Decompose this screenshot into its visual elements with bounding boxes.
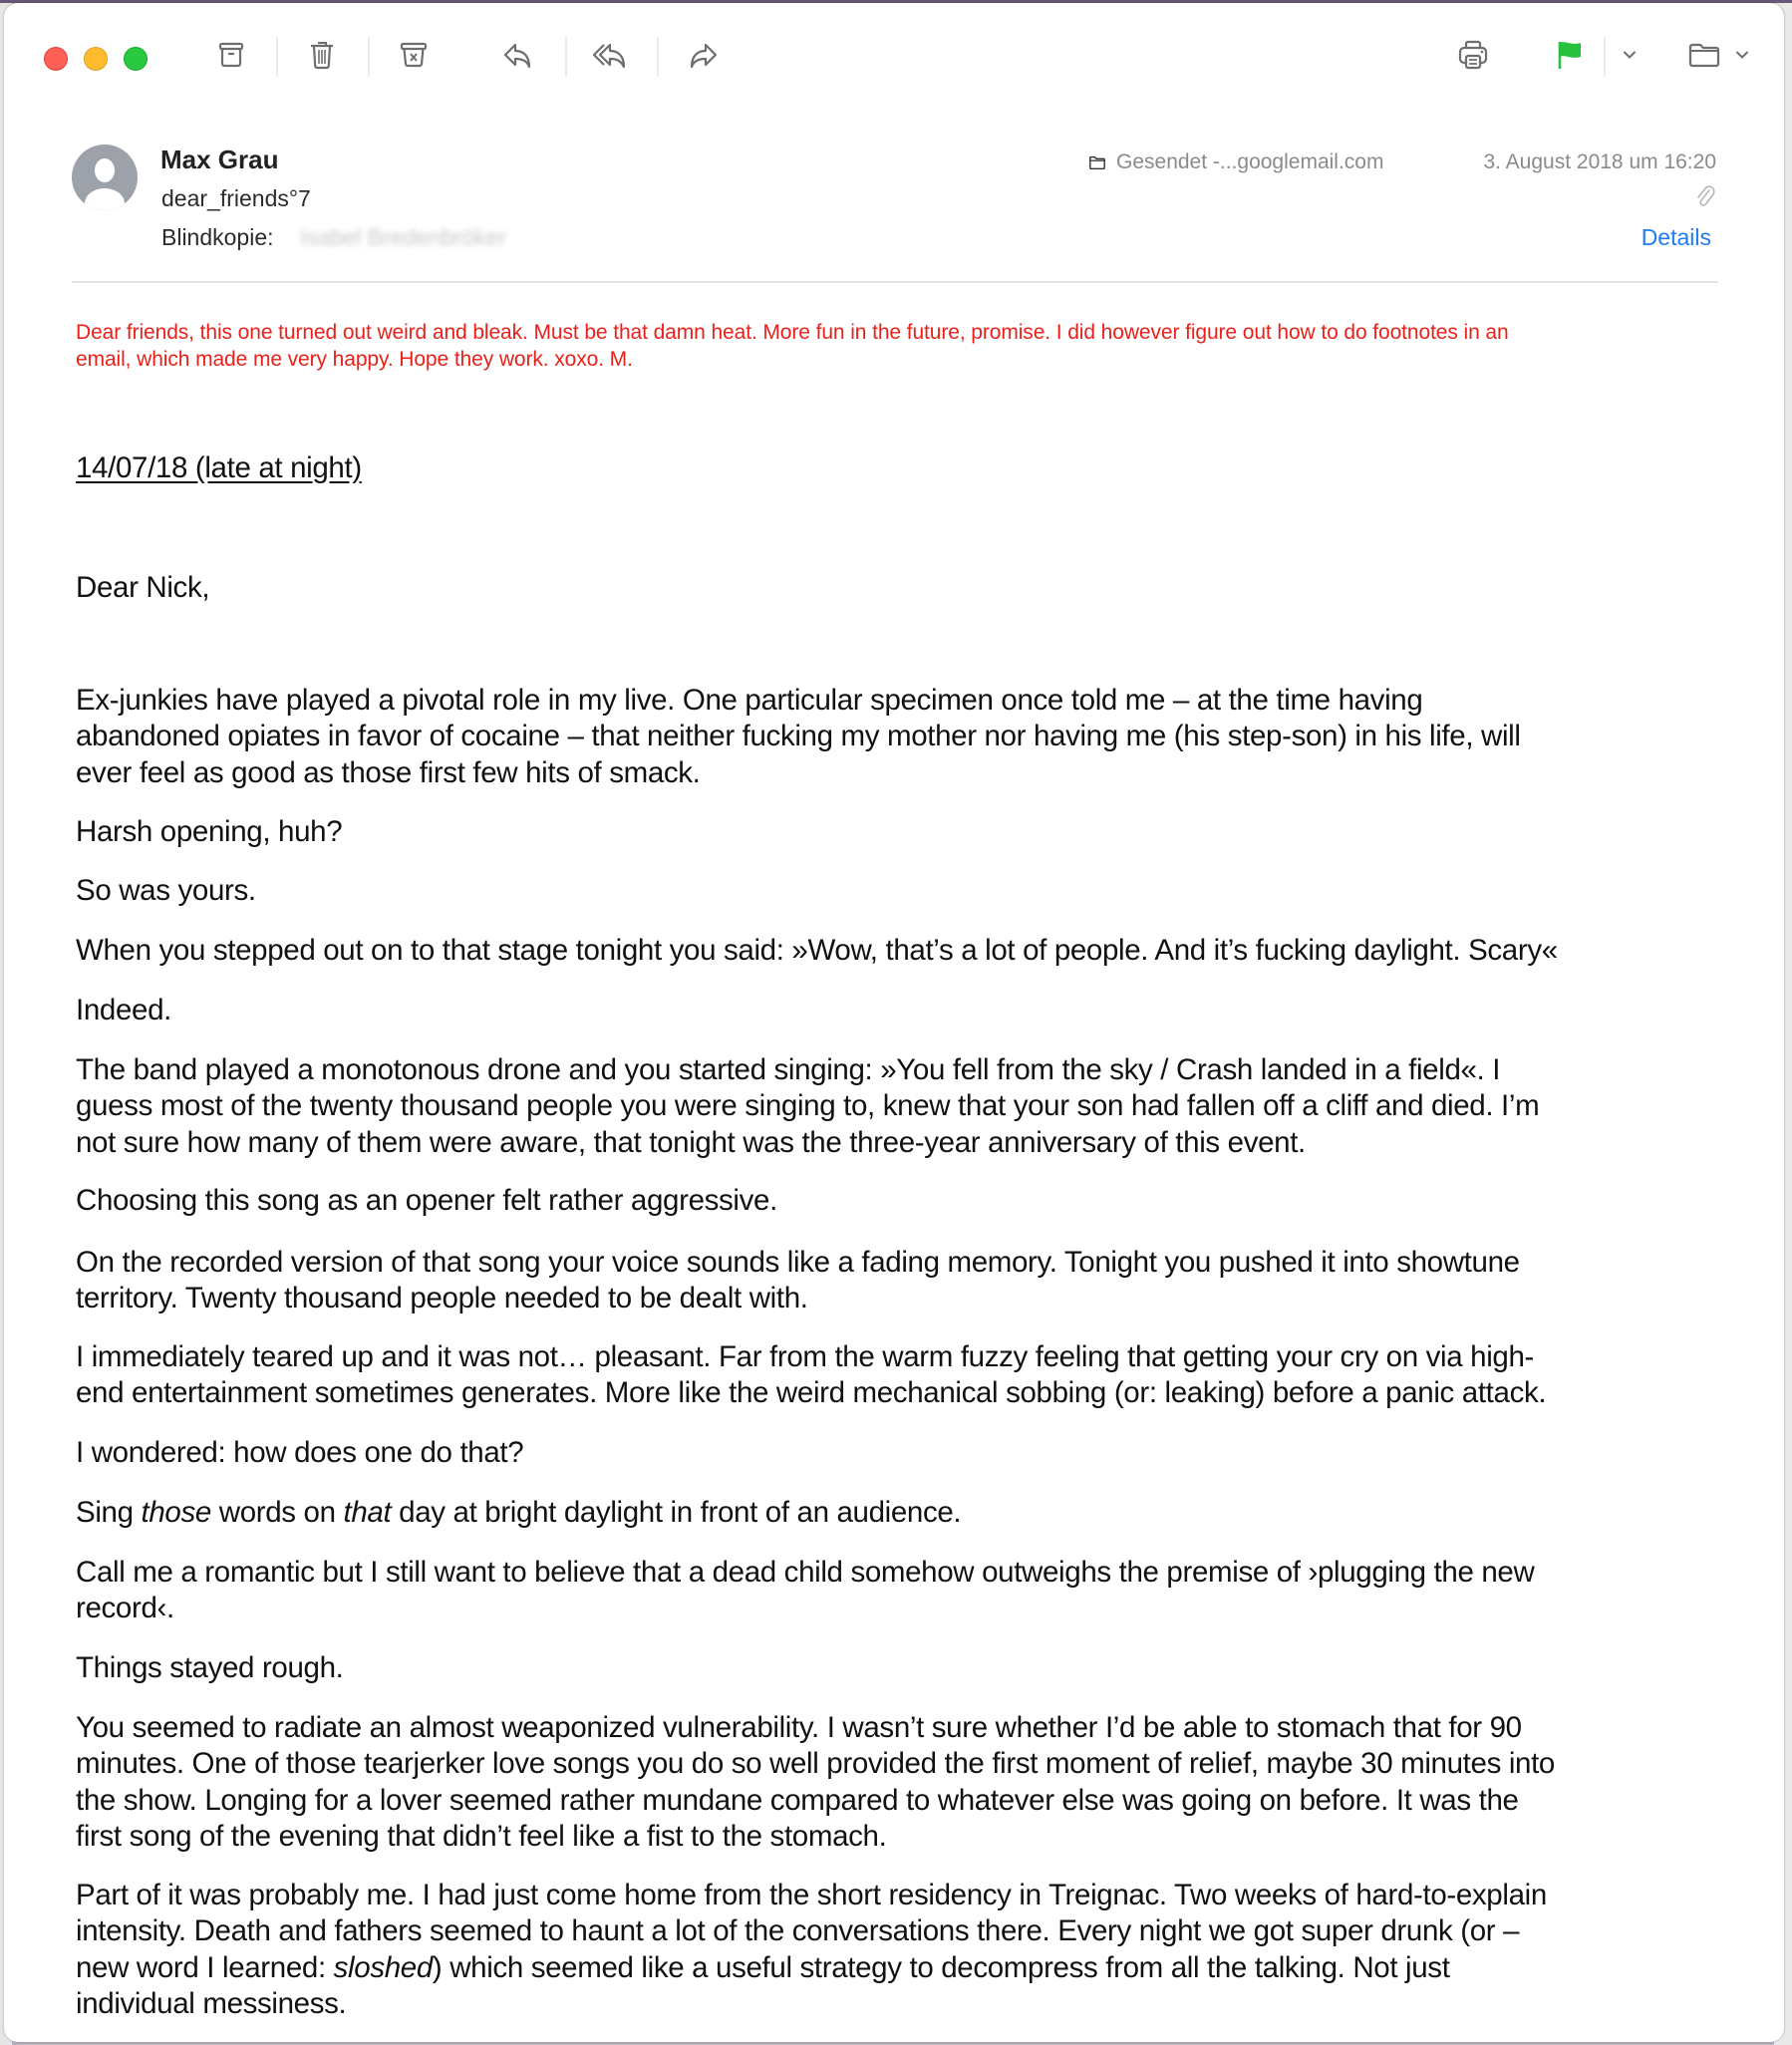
paragraph [76, 933, 1558, 969]
toolbar-separator [368, 37, 370, 77]
text-run: Sing [76, 1496, 142, 1529]
paragraph [76, 1555, 1534, 1627]
chevron-down-icon [1732, 45, 1752, 65]
chevron-down-icon [1620, 45, 1640, 65]
reply-button[interactable] [496, 33, 540, 77]
archive-icon [213, 37, 249, 73]
paragraph-line: When you stepped out on to that stage tonight you said: »Wow, that’s a lot of people. And it’s fucking daylight. Scary« [76, 934, 1558, 967]
paragraph-line: intensity. Death and fathers seemed to haunt a lot of the conversations there. Every night we got super drunk (or – [76, 1914, 1520, 1948]
paragraph-line: Choosing this song as an opener felt rather aggressive. [76, 1184, 777, 1217]
flag-menu-button[interactable] [1618, 43, 1642, 67]
mailbox-location [1088, 150, 1383, 174]
paragraph-line [76, 1495, 961, 1531]
junk-icon [396, 37, 432, 73]
paragraph-line: Things stayed rough. [76, 1651, 344, 1684]
paragraph-line: Harsh opening, huh? [76, 815, 343, 848]
paragraph-line: guess most of the twenty thousand people you were singing to, knew that your son had fallen off a cliff and died. I’m [76, 1089, 1540, 1123]
paragraph [76, 1710, 1555, 1855]
intro-note-line: email, which made me very happy. Hope they work. xoxo. M. [76, 348, 633, 371]
forward-button[interactable] [681, 33, 725, 77]
paragraph-line: first song of the evening that didn’t feel like a fist to the stomach. [76, 1819, 887, 1853]
header-divider [72, 281, 1718, 283]
salutation-text: Dear Nick, [76, 571, 210, 604]
date-heading-text: 14/07/18 (late at night) [76, 451, 362, 484]
minimize-window-button[interactable] [84, 47, 108, 71]
delete-button[interactable] [300, 33, 344, 77]
paragraph-line: record‹. [76, 1592, 174, 1625]
move-to-folder-button[interactable] [1682, 33, 1726, 77]
folder-icon [1088, 153, 1106, 171]
bcc-label: Blindkopie: [161, 224, 274, 250]
paragraph-line: ever feel as good as those first few hits of smack. [76, 755, 701, 789]
reply-all-icon [592, 37, 628, 73]
paragraph [76, 1339, 1546, 1412]
toolbar-separator [565, 37, 567, 77]
text-run: day at bright daylight in front of an audience. [391, 1496, 962, 1529]
bcc-recipient[interactable]: Isabel Bredenbröker [300, 224, 507, 250]
reply-all-button[interactable] [588, 33, 632, 77]
date-heading [76, 450, 362, 486]
mailbox-name: Gesendet -...googlemail.com [1116, 150, 1384, 173]
paragraph [76, 1183, 777, 1219]
paragraph [76, 1495, 961, 1531]
folder-icon [1686, 37, 1722, 73]
paragraph [76, 814, 342, 850]
paragraph [76, 1650, 344, 1686]
paragraph [76, 1245, 1520, 1317]
details-link[interactable]: Details [1641, 224, 1711, 250]
paragraph-line: So was yours. [76, 874, 256, 907]
emphasis: that [343, 1496, 392, 1529]
avatar-body [85, 188, 125, 210]
paragraph-line [76, 1950, 1547, 1986]
text-run: new word I learned: [76, 1950, 334, 1984]
paragraph-line: abandoned opiates in favor of cocaine – that neither fucking my mother nor having me (his step-son) in his life, will [76, 720, 1521, 753]
paragraph-line: minutes. One of those tearjerker love songs you do so well provided the first moment of relief, maybe 30 minutes into [76, 1747, 1555, 1781]
junk-button[interactable] [392, 33, 436, 77]
paragraph-line: end entertainment sometimes generates. More like the weird mechanical sobbing (or: leaking) before a panic attack. [76, 1376, 1547, 1410]
paragraph-line: Indeed. [76, 994, 171, 1026]
paragraph-line: I immediately teared up and it was not… pleasant. Far from the warm fuzzy feeling that getting your cry on via high- [76, 1340, 1534, 1373]
paragraph-line: Part of it was probably me. I had just come home from the short residency in Treignac. Two weeks of hard-to-explain [76, 1879, 1547, 1911]
paragraph [76, 683, 1521, 791]
print-button[interactable] [1451, 33, 1495, 77]
paragraph-line: On the recorded version of that song your voice sounds like a fading memory. Tonight you pushed it into showtune [76, 1246, 1520, 1279]
paragraph [76, 1435, 523, 1471]
emphasis: sloshed [333, 1950, 433, 1984]
trash-icon [304, 37, 340, 73]
reply-icon [500, 37, 536, 73]
toolbar-separator [1604, 37, 1606, 77]
sender-avatar [72, 145, 138, 210]
paragraph [76, 873, 256, 909]
sender-name[interactable]: Max Grau [160, 145, 279, 174]
paragraph-line: I wondered: how does one do that? [76, 1436, 524, 1469]
flag-button[interactable] [1548, 33, 1592, 77]
sent-date: 3. August 2018 um 16:20 [1483, 150, 1716, 173]
toolbar-separator [276, 37, 278, 77]
mail-window [4, 3, 1784, 2042]
paragraph-line: territory. Twenty thousand people needed to be dealt with. [76, 1282, 808, 1315]
salutation [76, 570, 209, 606]
paragraph-line: Call me a romantic but I still want to believe that a dead child somehow outweighs the premise of ›plugging the new [76, 1556, 1535, 1589]
flag-icon [1552, 37, 1588, 73]
paragraph [76, 1878, 1547, 2022]
archive-button[interactable] [209, 33, 253, 77]
paragraph-line: Ex-junkies have played a pivotal role in my live. One particular specimen once told me – at the time having [76, 684, 1423, 717]
paragraph [76, 1052, 1539, 1161]
text-run: words on [210, 1496, 344, 1529]
paragraph-line: You seemed to radiate an almost weaponized vulnerability. I wasn’t sure whether I’d be able to stomach that for 90 [76, 1711, 1522, 1744]
zoom-window-button[interactable] [124, 47, 148, 71]
toolbar-separator [657, 37, 659, 77]
close-window-button[interactable] [44, 47, 68, 71]
forward-icon [685, 37, 721, 73]
print-icon [1455, 37, 1491, 73]
avatar-head [95, 158, 115, 182]
paragraph-line: individual messiness. [76, 1986, 347, 2020]
text-run: ) which seemed like a useful strategy to decompress from all the talking. Not just [432, 1950, 1450, 1984]
paragraph-line: not sure how many of them were aware, that tonight was the three-year anniversary of this event. [76, 1125, 1306, 1159]
intro-note-line: Dear friends, this one turned out weird and bleak. Must be that damn heat. More fun in the future, promise. I did however figure out how to do footnotes in an [76, 321, 1509, 344]
folder-menu-button[interactable] [1730, 43, 1754, 67]
emphasis: those [141, 1496, 211, 1529]
paragraph-line: The band played a monotonous drone and you started singing: »You fell from the sky / Crash landed in a field«. I [76, 1053, 1501, 1086]
paragraph-line: the show. Longing for a lover seemed rather mundane compared to whatever else was going on before. It was the [76, 1783, 1519, 1817]
paperclip-icon [1694, 184, 1716, 210]
recipient[interactable]: dear_friends°7 [161, 185, 311, 211]
paragraph [76, 993, 171, 1028]
